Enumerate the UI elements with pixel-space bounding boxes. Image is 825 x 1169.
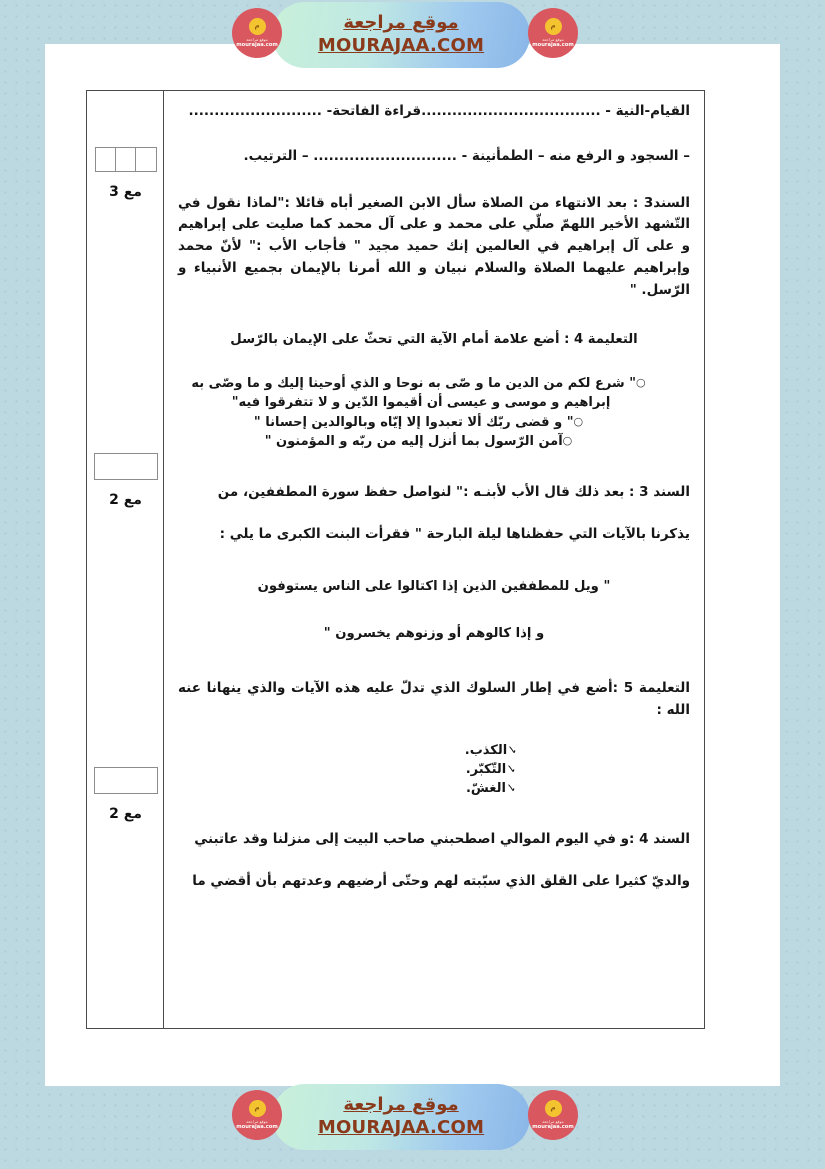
- logo-badge-icon: م: [249, 18, 266, 35]
- verse-option-text: آمن الرّسول بما أنزل إليه من ربّه و المؤمنون ": [264, 434, 563, 450]
- logo-badge-icon: م: [249, 1100, 266, 1117]
- behaviour-option-text: الغشّ.: [465, 780, 506, 796]
- sanad3-second-block: [164, 456, 704, 549]
- list-item[interactable]: [178, 742, 690, 761]
- logo-subtitle-arabic: موقع مراجعة: [542, 1118, 564, 1124]
- prayer-steps-line-2: – السجود و الرفع منه – الطمأنينة - ............................ – الترتيب.: [243, 148, 690, 165]
- mark-cell-2: [87, 453, 164, 508]
- bullet-circle-icon: ○: [573, 414, 584, 428]
- mark-cell-3: [87, 767, 164, 822]
- mark-answer-box[interactable]: [94, 453, 158, 480]
- exam-worksheet-table: [86, 90, 705, 1029]
- verses-choice-list: [178, 374, 664, 452]
- check-mark-icon: ✓: [507, 743, 518, 758]
- document-page: [45, 41, 780, 1086]
- list-item[interactable]: [178, 432, 664, 452]
- logo-subtitle-arabic: موقع مراجعة: [246, 1118, 268, 1124]
- sanad3-second-line-2: يذكرنا بالآيات التي حفظناها ليلة البارحة " فقرأت البنت الكبرى ما يلي :: [219, 525, 690, 542]
- sanad3-top-text: السند3 : بعد الانتهاء من الصلاة سأل الابن الصغير أباه قائلا :"لماذا نقول في التّشهد الأخير اللهمّ صلّي على محمد و على آل محمد كما صليت على إبراهيم و على آل إبراهيم في العالمين إنك حميد مجيد " فأجاب الأب :" لأنّ محمد وإبراهيم عليهما الصلاة والسلام نبيان و الله أمرنا بالإيمان بجميع الأنبياء و الرّسل. ": [178, 194, 690, 298]
- banner-arabic-title: موقع مراجعة: [343, 12, 459, 34]
- logo-subtitle-url: mourajaa.com: [532, 41, 574, 48]
- instruction-5-text: التعليمة 5 :أضع في إطار السلوك الذي تدلّ عليه هذه الآيات والذي ينهانا عنه الله :: [178, 680, 690, 719]
- behaviour-option-text: التّكبّر.: [465, 761, 507, 777]
- list-item[interactable]: [178, 413, 664, 433]
- marks-column: [87, 91, 164, 1028]
- bullet-circle-icon: ○: [562, 434, 573, 448]
- mutaffifin-verse-line-2: و إذا كالوهم أو وزنوهم يخسرون ": [323, 626, 545, 642]
- verses-choice-list-block: [164, 354, 704, 456]
- mark-box-segment[interactable]: [96, 148, 115, 171]
- list-item[interactable]: [178, 780, 690, 799]
- prayer-steps-block: [164, 91, 704, 171]
- mark-label: مع 3: [109, 184, 142, 200]
- mark-answer-box-split[interactable]: [95, 147, 157, 172]
- banner-site-url[interactable]: MOURAJAA.COM: [317, 35, 485, 56]
- list-item[interactable]: [178, 761, 690, 780]
- logo-subtitle-url: mourajaa.com: [236, 41, 278, 48]
- sanad4-line-2: والديّ كثيرا على القلق الذي سبّبته لهم وحتّى أرضيهم وعدتهم بأن أقضي ما: [192, 872, 690, 889]
- logo-subtitle-url: mourajaa.com: [236, 1123, 278, 1130]
- bullet-circle-icon: ○: [636, 375, 646, 389]
- instruction-4-block: [164, 306, 704, 354]
- sanad4-block: [164, 803, 704, 896]
- behaviour-option-text: الكذب.: [464, 743, 508, 759]
- instruction-4-text: التعليمة 4 : أضع علامة أمام الآية التي تحثّ على الإيمان بالرّسل: [230, 331, 638, 347]
- worksheet-content-column: [164, 91, 704, 1028]
- behaviours-list: [178, 742, 690, 799]
- mutaffifin-verse-line-1: " ويل للمطففين الذين إذا اكتالوا على الناس يستوفون: [257, 579, 611, 595]
- sanad4-line-1: السند 4 :و في اليوم الموالي اصطحبني صاحب البيت إلى منزلنا وقد عاتبني: [194, 830, 690, 847]
- sanad3-second-line-1: السند 3 : بعد ذلك قال الأب لأبنـه :" لنواصل حفظ سورة المطففين، من: [217, 483, 690, 500]
- mark-box-segment[interactable]: [135, 148, 155, 171]
- logo-subtitle-arabic: موقع مراجعة: [542, 36, 564, 42]
- logo-subtitle-url: mourajaa.com: [532, 1123, 574, 1130]
- top-watermark-banner: [0, 0, 825, 70]
- brand-logo-icon-right: [528, 1090, 578, 1140]
- prayer-steps-line-1: القيام-النية - ...................................قراءة الفاتحة- ..........................: [188, 103, 690, 119]
- mutaffifin-verses-block: [164, 548, 704, 648]
- bottom-watermark-banner: [0, 1082, 825, 1152]
- behaviours-list-block: [164, 726, 704, 803]
- logo-badge-icon: م: [545, 18, 562, 35]
- mark-label: مع 2: [109, 492, 142, 508]
- check-mark-icon: ✓: [506, 761, 517, 776]
- verse-option-text: " شرع لكم من الدين ما و صّى به نوحا و الذي أوحينا إليك و ما وصّى به إبراهيم و موسى و عيسى أن أقيموا الدّين و لا تتفرقوا فيه": [191, 375, 636, 411]
- instruction-5-block: [164, 648, 704, 726]
- brand-logo-icon-right: [528, 8, 578, 58]
- banner-site-url[interactable]: MOURAJAA.COM: [317, 1117, 485, 1138]
- banner-text-group: [272, 1084, 530, 1150]
- verse-option-text: " و قضى ربّك ألا تعبدوا إلا إيّاه وبالوالدين إحسانا ": [253, 414, 574, 430]
- sanad3-top-block: [164, 171, 704, 306]
- mark-box-segment[interactable]: [115, 148, 135, 171]
- list-item[interactable]: [178, 374, 664, 413]
- logo-subtitle-arabic: موقع مراجعة: [246, 36, 268, 42]
- banner-text-group: [272, 2, 530, 68]
- mark-cell-1: [87, 147, 164, 200]
- mark-answer-box[interactable]: [94, 767, 158, 794]
- check-mark-icon: ✓: [505, 780, 517, 795]
- logo-badge-icon: م: [545, 1100, 562, 1117]
- mark-label: مع 2: [109, 806, 142, 822]
- banner-arabic-title: موقع مراجعة: [343, 1094, 459, 1116]
